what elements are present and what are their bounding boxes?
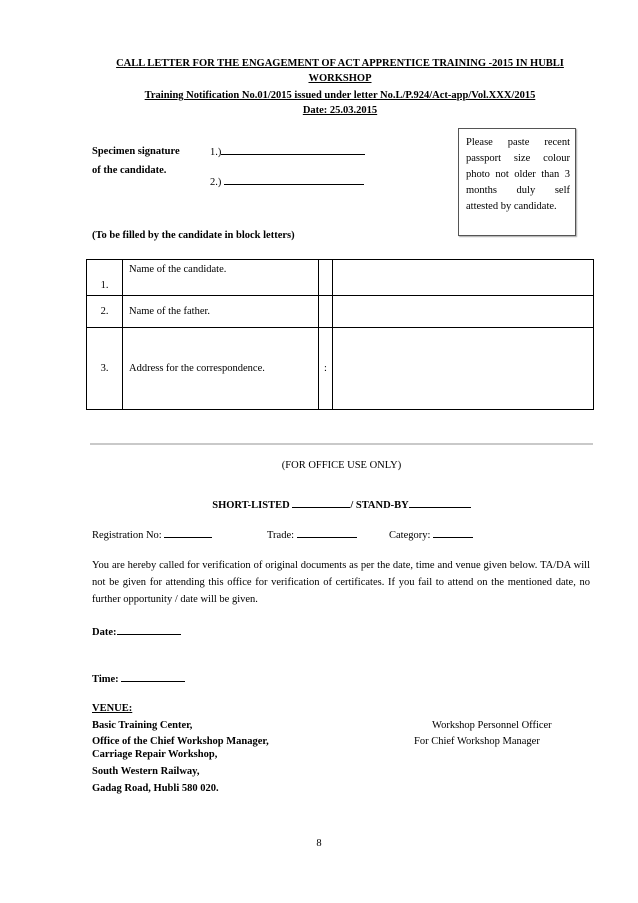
venue-line: Basic Training Center,	[92, 720, 193, 731]
verification-paragraph: You are hereby called for verification of original documents as per the date, time and venue given below. TA/DA will not be given for attending this office for verification of certificates. If you fail to attend on the mentioned date, no further opportunity / date will be given.	[92, 560, 590, 605]
date-field	[92, 623, 181, 638]
row-number: 2.	[87, 296, 123, 328]
row-number: 3.	[87, 328, 123, 410]
row-number: 1.	[87, 260, 123, 296]
row-label: Name of the father.	[123, 296, 319, 328]
category-field	[389, 526, 473, 541]
date-blank	[117, 623, 181, 635]
shortlist-line	[90, 496, 593, 511]
candidate-details-table	[86, 259, 594, 410]
row-separator	[319, 260, 333, 296]
signature-blank-2	[224, 172, 364, 185]
registration-blank	[164, 526, 212, 538]
time-blank	[121, 670, 185, 682]
stand-by-label: / STAND-BY	[350, 500, 409, 511]
stand-by-blank	[409, 496, 471, 508]
category-blank	[433, 526, 473, 538]
time-field	[92, 670, 185, 685]
signature-line-1	[210, 142, 365, 162]
fill-instruction: (To be filled by the candidate in block letters)	[92, 230, 295, 241]
notification-number: Training Notification No.01/2015 issued under letter No.L/P.924/Act-app/Vol.XXX/2015	[144, 90, 536, 101]
row-label: Address for the correspondence.	[123, 328, 319, 410]
table-row	[87, 296, 594, 328]
section-divider	[90, 443, 593, 445]
row-label: Name of the candidate.	[123, 260, 319, 296]
category-label: Category:	[389, 530, 431, 541]
trade-field	[267, 526, 357, 541]
signature-label: Specimen signature of the candidate.	[92, 146, 180, 176]
table-row	[87, 328, 594, 410]
signatory-subtitle: For Chief Workshop Manager	[414, 736, 540, 747]
father-name-field[interactable]	[333, 296, 594, 328]
venue-line: Office of the Chief Workshop Manager,	[92, 736, 269, 747]
short-listed-label: SHORT-LISTED	[212, 500, 290, 511]
candidate-name-field[interactable]	[333, 260, 594, 296]
signatory-title: Workshop Personnel Officer	[432, 720, 552, 731]
notification-date: Date: 25.03.2015	[302, 105, 378, 116]
venue-heading: VENUE:	[92, 703, 133, 714]
photo-box	[458, 128, 576, 236]
registration-field	[92, 526, 212, 541]
date-label: Date:	[92, 627, 117, 638]
signature-line-1-label: 1.)	[210, 147, 222, 158]
signature-line-2-label: 2.)	[210, 177, 222, 188]
table-row	[87, 260, 594, 296]
document-title: CALL LETTER FOR THE ENGAGEMENT OF ACT APPRENTICE TRAINING -2015 IN HUBLI WORKSHOP	[116, 58, 564, 84]
notification-block	[90, 88, 590, 118]
row-separator	[319, 296, 333, 328]
address-field[interactable]	[333, 328, 594, 410]
registration-label: Registration No:	[92, 530, 162, 541]
office-use-heading: (FOR OFFICE USE ONLY)	[281, 460, 402, 471]
venue-line: South Western Railway,	[92, 766, 200, 777]
trade-blank	[297, 526, 357, 538]
signature-blank-1	[221, 142, 365, 155]
page-number: 8	[316, 838, 322, 849]
photo-box-text: Please paste recent passport size colour photo not older than 3 months duly self attested by candidate.	[466, 137, 570, 212]
row-separator: :	[319, 328, 333, 410]
time-label: Time:	[92, 674, 119, 685]
short-listed-blank	[292, 496, 350, 508]
signature-line-2	[210, 172, 364, 192]
trade-label: Trade:	[267, 530, 295, 541]
venue-line: Carriage Repair Workshop,	[92, 749, 218, 760]
venue-line: Gadag Road, Hubli 580 020.	[92, 783, 219, 794]
